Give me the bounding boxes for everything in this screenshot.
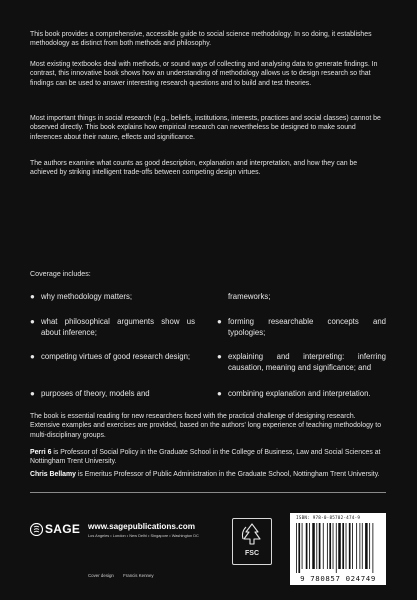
sage-emblem-icon (30, 523, 43, 536)
bullet-icon: ● (30, 292, 35, 301)
bullet-icon: ● (30, 352, 35, 361)
bullet-icon: ● (217, 352, 222, 361)
barcode-number: 9 780857 024749 (300, 574, 376, 583)
coverage-item: ● why methodology matters; (30, 292, 133, 301)
cover-designer-name: Francis Kenney (123, 573, 154, 578)
author-bio (30, 470, 386, 479)
fsc-tree-icon (233, 519, 271, 549)
intro-paragraph: This book provides a comprehensive, accessible guide to social science methodology. In so doing, it establishes methodology as distinct from both methods and philosophy. (30, 31, 372, 48)
isbn-barcode (290, 513, 386, 585)
coverage-item: ● combining explanation and interpretation. (217, 389, 371, 398)
closing-paragraph: The book is essential reading for new researchers faced with the practical challenge of designing research. Extensive examples and exercises are provided, based on the authors' long experience of teaching methodology to multi-disciplinary groups. (30, 413, 382, 439)
author-bio (30, 448, 386, 467)
author-bio-text: is Professor of Social Policy in the Graduate School in the College of Business, Law and Social Sciences at Nottingham Trent University. (30, 449, 381, 466)
sage-logo-text: SAGE (45, 522, 81, 536)
bullet-icon: ● (30, 317, 35, 326)
coverage-item: ● what philosophical arguments show us about inference; (30, 317, 195, 337)
coverage-item-continued: frameworks; (228, 292, 271, 301)
publisher-website: www.sagepublications.com (88, 522, 196, 531)
bullet-icon: ● (217, 389, 222, 398)
barcode-bars (294, 523, 382, 573)
cover-design-credit (88, 573, 162, 578)
bullet-icon: ● (217, 317, 222, 326)
coverage-heading: Coverage includes: (30, 270, 91, 278)
coverage-item: ● forming researchable concepts and typologies; (217, 317, 386, 337)
coverage-item: ● explaining and interpreting: inferring causation, meaning and significance; and (217, 352, 386, 372)
methods-paragraph: Most existing textbooks deal with methods, or sound ways of collecting and analysing data to generate findings. In contrast, this innovative book shows how an understanding of methodology allows us to design research so that findings can be used to answer interesting research questions and to build and test theories. (30, 61, 378, 87)
observation-paragraph: Most important things in social research (e.g., beliefs, institutions, interests, practices and social classes) cannot be observed directly. This book explains how empirical research can nevertheless be designed to make sound inferences about their nature, effects and significance. (30, 115, 381, 141)
cover-design-label: Cover design (88, 573, 114, 578)
author-name: Chris Bellamy (30, 471, 76, 478)
coverage-item: ● competing virtues of good research design; (30, 352, 191, 361)
isbn-text: ISBN: 978-0-85702-474-9 (296, 516, 361, 521)
publisher-cities: Los Angeles • London • New Delhi • Singapore • Washington DC (88, 533, 199, 538)
authors-examine-paragraph: The authors examine what counts as good description, explanation and interpretation, and how they can be achieved by striking intelligent trade-offs between competing design virtues. (30, 160, 358, 177)
fsc-label: FSC (245, 550, 259, 557)
author-name: Perri 6 (30, 449, 52, 456)
footer-divider (30, 492, 386, 493)
fsc-logo (232, 518, 272, 565)
sage-logo (30, 522, 86, 536)
coverage-item: ● purposes of theory, models and (30, 389, 150, 398)
bullet-icon: ● (30, 389, 35, 398)
author-bio-text: is Emeritus Professor of Public Administration in the Graduate School, Nottingham Trent University. (75, 471, 380, 478)
